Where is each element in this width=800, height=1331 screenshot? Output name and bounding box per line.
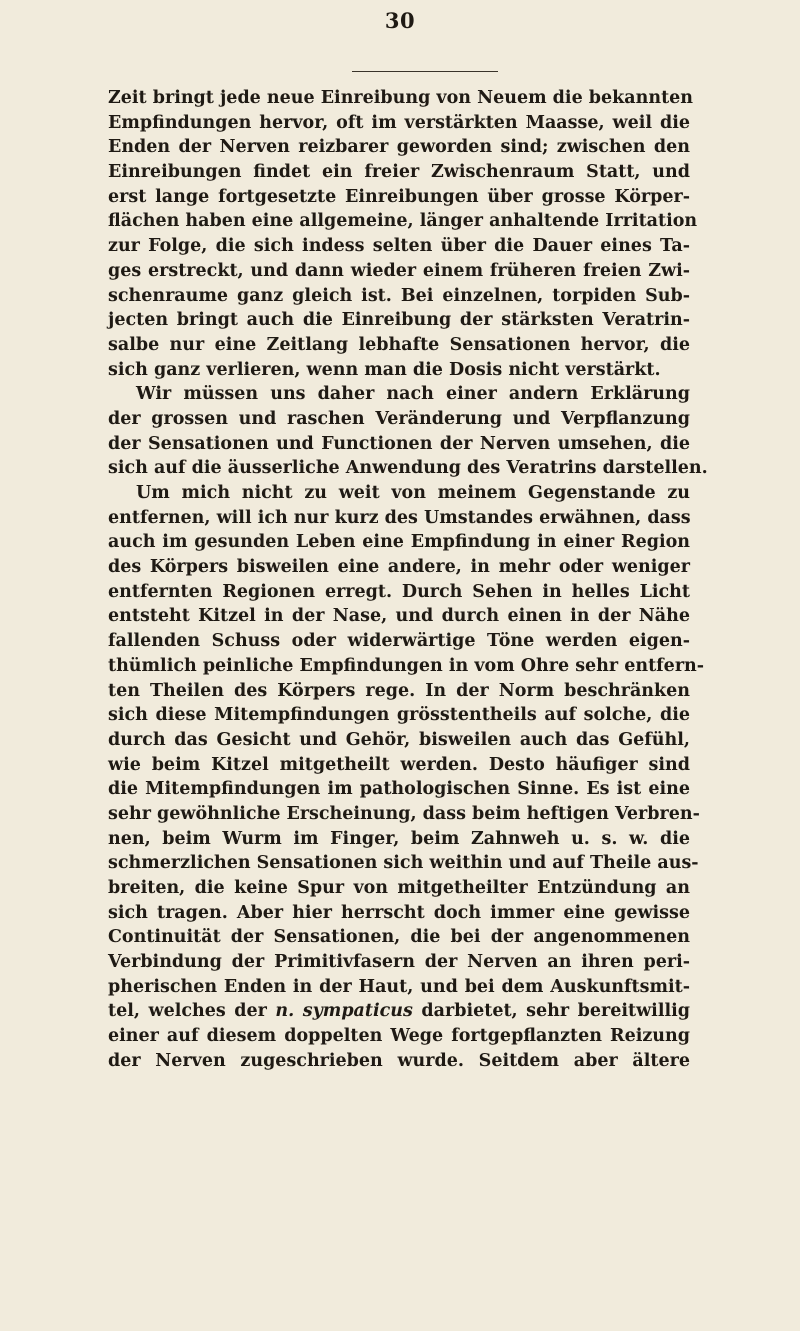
text-line: wie beim Kitzel mitgetheilt werden. Desto häufiger sind — [108, 754, 690, 775]
text-line: entfernen, will ich nur kurz des Umstandes erwähnen, dass — [108, 507, 691, 528]
text-line: zur Folge, die sich indess selten über die Dauer eines Ta- — [108, 236, 690, 257]
text-line: schenraume ganz gleich ist. Bei einzelnen, torpiden Sub- — [108, 285, 690, 306]
text-line: einer auf diesem doppelten Wege fortgepflanzten Reizung — [108, 1026, 690, 1047]
text-line: der grossen und raschen Veränderung und Verpflanzung — [108, 408, 690, 429]
text-line: sich auf die äusserliche Anwendung des Veratrins darstellen. — [108, 458, 708, 479]
text-fragment: darbietet, sehr bereitwillig — [412, 1001, 691, 1022]
text-line: durch das Gesicht und Gehör, bisweilen auch das Gefühl, — [108, 729, 690, 750]
text-line: flächen haben eine allgemeine, länger anhaltende Irritation — [108, 211, 698, 232]
text-line: die Mitempfindungen im pathologischen Sinne. Es ist eine — [108, 779, 690, 800]
text-line: pherischen Enden in der Haut, und bei dem Auskunftsmit- — [108, 976, 690, 997]
text-line: erst lange fortgesetzte Einreibungen über grosse Körper- — [108, 186, 690, 207]
text-line: sich tragen. Aber hier herrscht doch immer eine gewisse — [108, 902, 690, 923]
text-line: salbe nur eine Zeitlang lebhafte Sensationen hervor, die — [108, 334, 690, 355]
text-line: des Körpers bisweilen eine andere, in mehr oder weniger — [108, 557, 690, 578]
text-line: auch im gesunden Leben eine Empfindung in einer Region — [108, 532, 690, 553]
text-line: ten Theilen des Körpers rege. In der Norm beschränken — [108, 680, 690, 701]
text-line: schmerzlichen Sensationen sich weithin und auf Theile aus- — [108, 853, 699, 874]
text-line: nen, beim Wurm im Finger, beim Zahnweh u. s. w. die — [108, 828, 690, 849]
text-line: sehr gewöhnliche Erscheinung, dass beim heftigen Verbren- — [108, 803, 700, 824]
text-line: Einreibungen findet ein freier Zwischenraum Statt, und — [108, 162, 690, 183]
header-rule — [352, 71, 498, 72]
text-line: Zeit bringt jede neue Einreibung von Neuem die bekannten — [108, 88, 694, 108]
text-line: fallenden Schuss oder widerwärtige Töne werden eigen- — [108, 631, 690, 652]
text-line: der Sensationen und Functionen der Nerven umsehen, die — [108, 433, 690, 454]
text-line: ges erstreckt, und dann wieder einem früheren freien Zwi- — [108, 260, 690, 281]
text-line: Enden der Nerven reizbarer geworden sind; zwischen den — [108, 137, 690, 158]
text-line: Verbindung der Primitivfasern der Nerven an ihren peri- — [108, 952, 690, 973]
text-line: entfernten Regionen erregt. Durch Sehen in helles Licht — [108, 581, 690, 602]
text-line: breiten, die keine Spur von mitgetheilter Entzündung an — [108, 878, 690, 898]
text-line: der Nerven zugeschrieben wurde. Seitdem aber ältere — [108, 1050, 690, 1071]
text-line-with-italic — [108, 999, 690, 1024]
text-line: Empfindungen hervor, oft im verstärkten Maasse, weil die — [108, 112, 690, 133]
text-line: sich diese Mitempfindungen grösstentheils auf solche, die — [108, 705, 690, 726]
italic-term: n. sympaticus — [275, 1001, 413, 1022]
text-line: thümlich peinliche Empfindungen in vom Ohre sehr entfern- — [108, 655, 705, 676]
text-fragment: tel, welches der — [108, 1001, 276, 1022]
text-line: entsteht Kitzel in der Nase, und durch einen in der Nähe — [108, 606, 690, 627]
text-line: jecten bringt auch die Einreibung der stärksten Veratrin- — [108, 310, 690, 331]
page-number: 30 — [384, 8, 416, 33]
text-line: Um mich nicht zu weit von meinem Gegenstande zu — [136, 483, 690, 503]
text-line: Continuität der Sensationen, die bei der angenommenen — [108, 927, 690, 948]
text-line: Wir müssen uns daher nach einer andern Erklärung — [136, 384, 690, 405]
text-line: sich ganz verlieren, wenn man die Dosis nicht verstärkt. — [108, 359, 661, 380]
body-text — [108, 86, 708, 1074]
